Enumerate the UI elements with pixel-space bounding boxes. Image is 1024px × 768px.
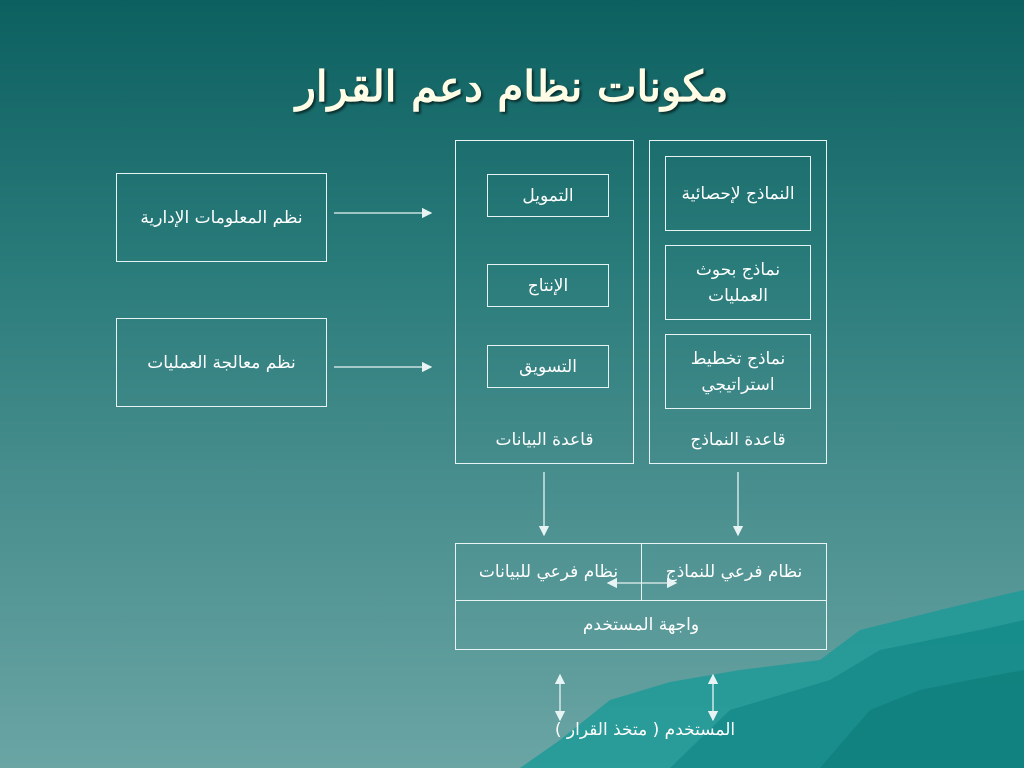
slide-title: مكونات نظام دعم القرار bbox=[295, 62, 729, 111]
user-caption: المستخدم ( متخذ القرار ) bbox=[554, 720, 736, 740]
model-item-statistical-label: النماذج لإحصائية bbox=[681, 183, 795, 204]
model-item-operations-label: نماذج بحوث العمليات bbox=[695, 259, 781, 306]
data-subsystem-label: نظام فرعي للبيانات bbox=[478, 562, 619, 582]
db-item-production-label: الإنتاج bbox=[527, 275, 569, 296]
user-interface-label: واجهة المستخدم bbox=[582, 615, 700, 635]
tps-label: نظم معالجة العمليات bbox=[147, 352, 296, 373]
mis-label: نظم المعلومات الإدارية bbox=[140, 207, 303, 228]
db-item-finance-label: التمويل bbox=[522, 185, 574, 206]
database-caption: قاعدة البيانات bbox=[495, 430, 594, 450]
db-item-marketing-label: التسويق bbox=[519, 356, 577, 377]
model-subsystem-label: نظام فرعي للنماذج bbox=[665, 562, 803, 582]
model-item-strategic-label: نماذج تخطيط استراتيجي bbox=[690, 348, 786, 395]
modelbase-caption: قاعدة النماذج bbox=[690, 430, 786, 450]
